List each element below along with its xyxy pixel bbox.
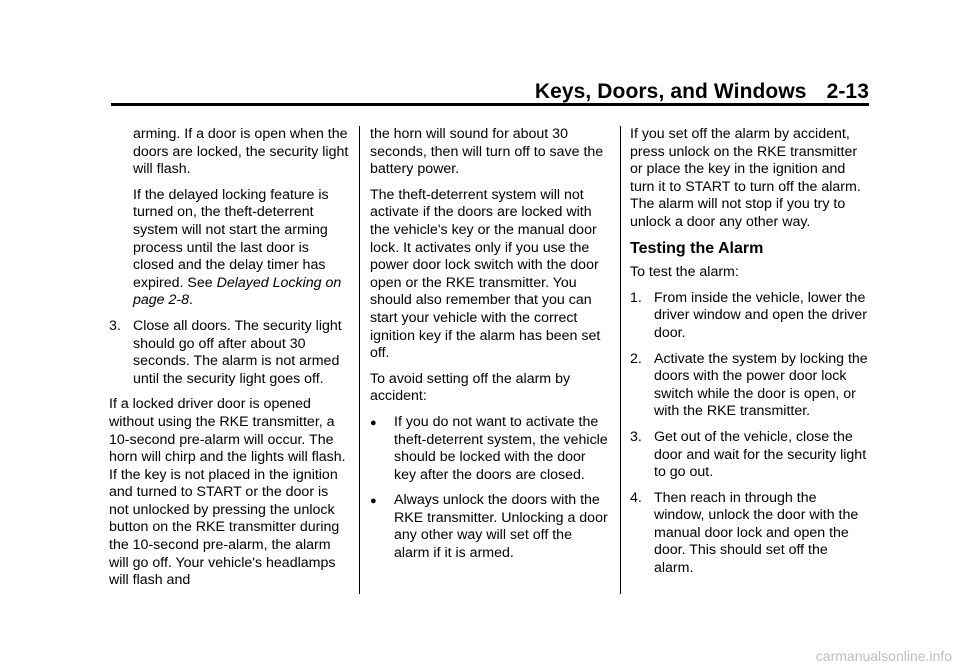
header-rule [111, 103, 869, 106]
paragraph: arming. If a door is open when the doors are locked, the security light will flash. [133, 126, 349, 178]
paragraph: To avoid setting off the alarm by accident: [370, 370, 571, 405]
list-number: 3. [630, 428, 642, 445]
list-number: 4. [630, 489, 642, 506]
bullet-item [370, 414, 610, 484]
list-text: Get out of the vehicle, close the door and wait for the security light to go out. [654, 428, 867, 481]
page-number: 2-13 [826, 80, 869, 103]
bullet-text: If you do not want to activate the theft-deterrent system, the vehicle should be locked with the door key after the doors are closed. [394, 413, 608, 483]
column-2 [370, 126, 610, 571]
paragraph: The theft-deterrent system will not activate if the doors are locked with the vehicle's key or the manual door lock. It activates only if you use the power door lock switch with the door open or the RKE transmitter. You should also remember that you can start your vehicle with the correct ignition key if the alarm has been set off. [370, 186, 601, 362]
list-item [630, 351, 870, 421]
list-item [630, 290, 870, 343]
list-number: 1. [630, 289, 642, 306]
bullet-icon: ● [370, 416, 377, 429]
paragraph: If you set off the alarm by accident, press unlock on the RKE transmitter or place the key in the ignition and turn it to START to turn off the alarm. The alarm will not stop if you try to unlock a door any other way. [630, 126, 861, 230]
column-divider [359, 126, 360, 594]
paragraph: To test the alarm: [630, 264, 739, 281]
paragraph: the horn will sound for about 30 seconds, then will turn off to save the battery power. [370, 126, 604, 178]
list-number: 3. [109, 317, 121, 334]
column-3 [630, 126, 870, 586]
section-title: Keys, Doors, and Windows [534, 80, 807, 103]
list-item [630, 429, 870, 482]
list-text: Activate the system by locking the doors with the power door lock switch while the door is open, or with the RKE transmitter. [654, 350, 868, 420]
paragraph: If a locked driver door is opened without using the RKE transmitter, a 10-second pre-alarm will occur. The horn will chirp and the lights will flash. If the key is not placed in the ignition and turned to START or the door is not unlocked by pressing the unlock button on the RKE transmitter during the 10-second pre-alarm, the alarm will go off. Your vehicle's headlamps will flash and [109, 396, 346, 589]
column-divider [620, 126, 621, 594]
list-text: From inside the vehicle, lower the driver window and open the driver door. [654, 289, 867, 341]
column-1 [109, 126, 349, 598]
paragraph-delayed-locking: If the delayed locking feature is turned on, the theft-deterrent system will not start the arming process until the last door is closed and the delay timer has expired. See Delayed Locking on page 2-8. [133, 186, 342, 309]
bullet-icon: ● [370, 495, 377, 508]
bullet-text: Always unlock the doors with the RKE transmitter. Unlocking a door any other way will set off the alarm if it is armed. [394, 492, 608, 562]
page-header [111, 80, 869, 104]
bullet-item [370, 492, 610, 562]
list-number: 2. [630, 350, 642, 367]
list-item [630, 490, 870, 578]
list-text: Then reach in through the window, unlock the door with the manual door lock and open the door. This should set off the alarm. [654, 489, 859, 577]
cross-reference-link[interactable]: Delayed Locking on page 2-8 [133, 274, 342, 309]
watermark: carmanualsonline.info [815, 648, 952, 664]
list-item [109, 318, 349, 388]
list-text: Close all doors. The security light should go off after about 30 seconds. The alarm is not armed until the security light goes off. [133, 317, 342, 387]
section-heading: Testing the Alarm [630, 239, 764, 257]
